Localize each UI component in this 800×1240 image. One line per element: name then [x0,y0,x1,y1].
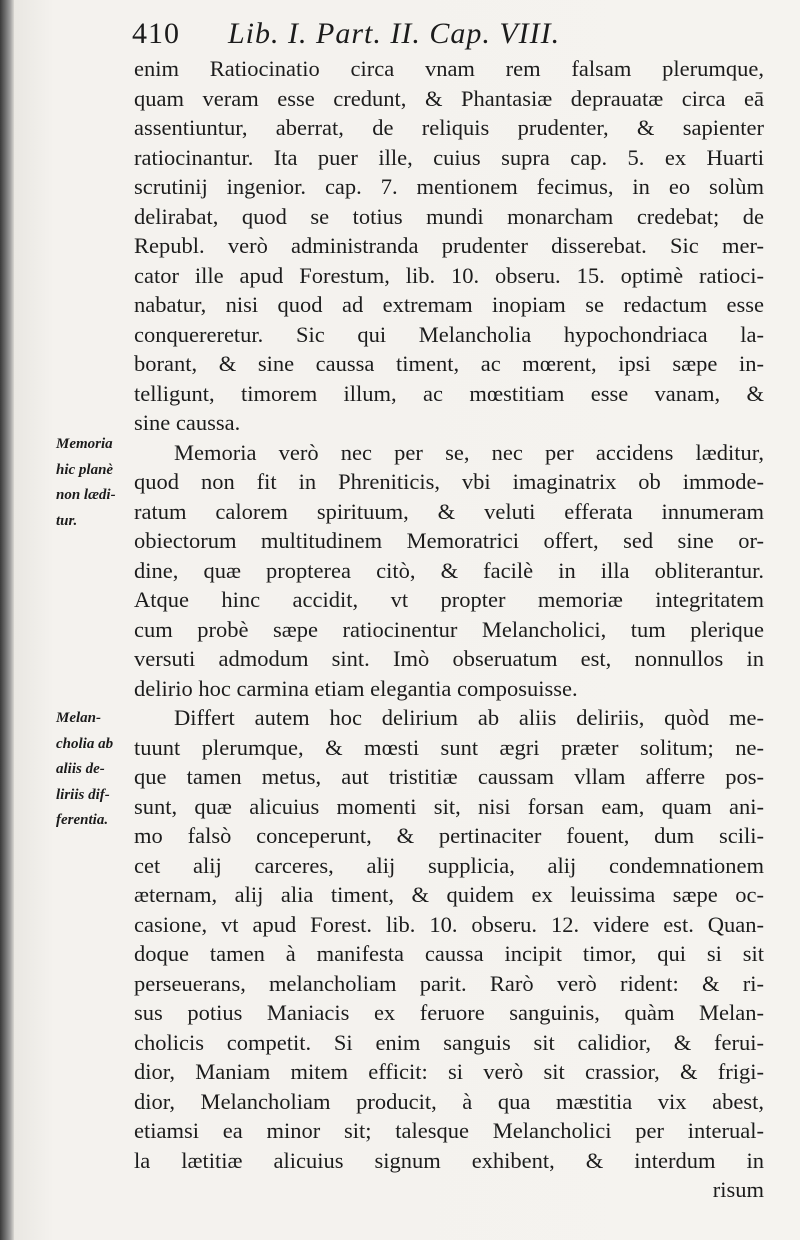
marginal-note-memoria [56,432,148,534]
text-line: cum probè sæpe ratiocinentur Melancholici, tum plerique [134,616,764,642]
text-line: Republ. verò administranda prudenter disserebat. Sic mer- [134,233,764,258]
text-line: telligunt, timorem illum, ac mœstitiam esse vanam, & [134,380,764,406]
text-line: tuunt plerumque, & mœsti sunt ægri præter solitum; ne- [134,734,764,760]
text-line: dine, quæ propterea citò, & facilè in illa obliterantur. [134,557,764,583]
text-line: ratiocinantur. Ita puer ille, cuius supra cap. 5. ex Huarti [134,144,764,170]
marginal-note-line: cholia ab [56,735,114,752]
marginal-note-line: ferentia. [56,812,109,828]
text-line: delirabat, quod se totius mundi monarcham credebat; de [134,203,764,229]
catchword: risum [712,1177,764,1202]
text-line: mo falsò conceperunt, & pertinaciter fouent, dum scili- [134,823,764,848]
text-line: enim Ratiocinatio circa vnam rem falsam plerumque, [134,56,764,81]
marginal-note-line: Melan- [56,710,101,726]
text-line: obiectorum multitudinem Memoratrici offert, sed sine or- [134,528,764,553]
text-line: sus potius Maniacis ex feruore sanguinis, quàm Melan- [134,1000,764,1025]
text-line: dior, Maniam mitem efficit: si verò sit crassior, & frigi- [134,1059,764,1084]
marginal-note-line: liriis dif- [56,786,110,803]
running-title: Lib. I. Part. II. Cap. VIII. [228,17,561,50]
text-line: versuti admodum sint. Imò obseruatum est, nonnullos in [134,646,764,671]
text-line: cator ille apud Forestum, lib. 10. obseru. 15. optimè ratioci- [134,262,764,288]
text-line: scrutinij ingenior. cap. 7. mentionem fecimus, in eo solùm [134,174,764,199]
text-line: quam veram esse credunt, & Phantasiæ deprauatæ circa eā [134,85,764,111]
page-number: 410 [132,17,180,50]
text-line: ratum calorem spirituum, & veluti efferata innumeram [134,498,764,524]
text-line: que tamen metus, aut tristitiæ caussam vllam afferre pos- [134,764,764,789]
marginal-note-melancholia [56,706,148,834]
text-line: etiamsi ea minor sit; talesque Melancholici per interual- [134,1118,764,1143]
marginal-note-line: hic planè [56,461,114,478]
marginal-note-line: Memoria [56,436,113,452]
text-line: Atque hinc accidit, vt propter memoriæ integritatem [134,587,764,612]
text-line: conquereretur. Sic qui Melancholia hypochondriaca la- [134,321,764,347]
text-line: borant, & sine caussa timent, ac mœrent, ipsi sæpe in- [134,351,764,376]
text-line: la lætitiæ alicuius signum exhibent, & interdum in [134,1147,764,1173]
text-line: dior, Melancholiam producit, à qua mæstitia vix abest, [134,1088,764,1114]
text-line: perseuerans, melancholiam parit. Rarò verò rident: & ri- [134,970,764,996]
marginal-note-line: non lædi- [56,487,116,503]
text-line: æternam, alij alia timent, & quidem ex leuissima sæpe oc- [134,882,764,907]
text-line: cholicis competit. Si enim sanguis sit calidior, & ferui- [134,1029,764,1055]
text-line: casione, vt apud Forest. lib. 10. obseru. 12. videre est. Quan- [134,911,764,937]
paragraph-start-line: Memoria verò nec per se, nec per accidens læditur, [174,439,764,465]
text-line: quod non fit in Phreniticis, vbi imaginatrix ob immode- [134,469,764,494]
running-header [132,14,752,54]
text-line: sunt, quæ alicuius momenti sit, nisi forsan eam, quam ani- [134,793,764,819]
text-line: doque tamen à manifesta caussa incipit timor, qui si sit [134,941,764,966]
book-binding-edge [0,0,14,1240]
marginal-note-line: aliis de- [56,761,105,777]
text-line: sine caussa. [134,410,241,435]
marginal-note-line: tur. [56,512,78,529]
main-text-block [134,54,764,1205]
text-line: cet alij carceres, alij supplicia, alij condemnationem [134,852,764,878]
text-line: delirio hoc carmina etiam elegantia composuisse. [134,675,578,701]
text-line: nabatur, nisi quod ad extremam inopiam se redactum esse [134,292,764,317]
paragraph-start-line: Differt autem hoc delirium ab aliis deliriis, quòd me- [174,705,764,730]
text-line: assentiuntur, aberrat, de reliquis prudenter, & sapienter [134,115,764,140]
